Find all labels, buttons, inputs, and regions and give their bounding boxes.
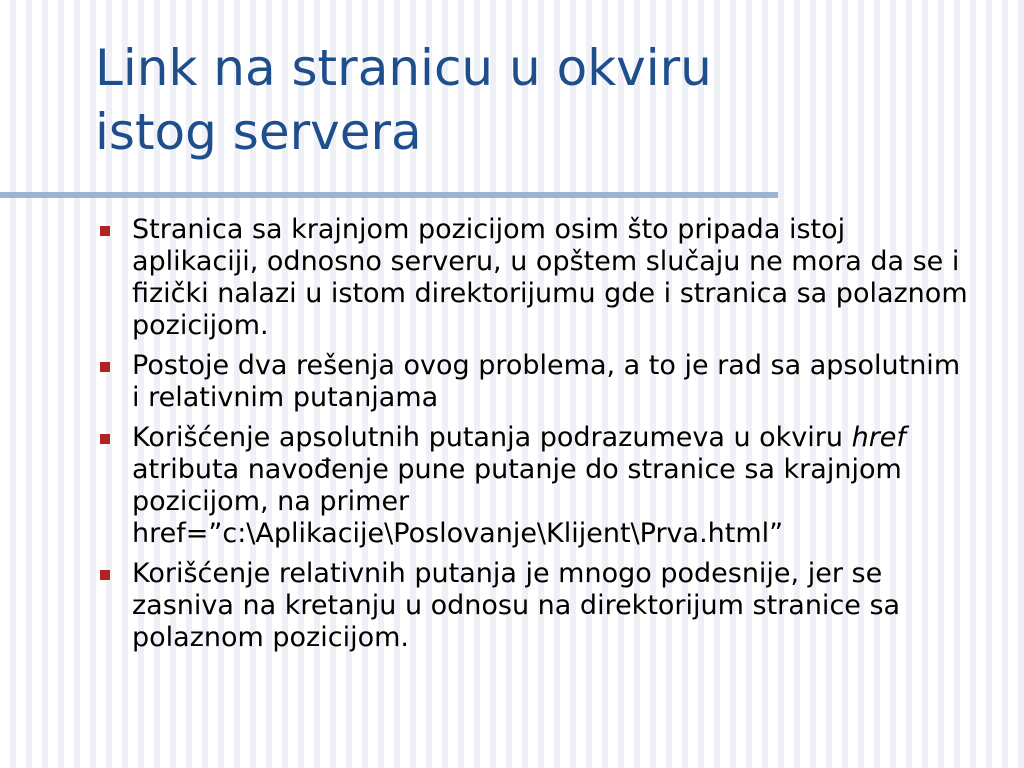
slide-title-line-1: Link na stranicu u okviru [95,39,712,97]
bullet-item [96,350,976,414]
bullet-text: Korišćenje relativnih putanja je mnogo podesnije, jer se zasniva na kretanju u odnosu na direktorijum stranice sa polaznom pozicijom. [132,558,901,653]
square-bullet-icon [100,570,110,580]
square-bullet-icon [100,226,110,236]
square-bullet-icon [100,434,110,444]
bullet-item [96,558,976,654]
title-divider [0,192,778,198]
bullet-text-part: Korišćenje apsolutnih putanja podrazumeva u okviru [132,422,852,453]
bullet-item [96,422,976,550]
bullet-text [132,422,906,549]
bullet-text: Postoje dva rešenja ovog problema, a to je rad sa apsolutnim i relativnim putanjama [132,350,961,413]
bullet-text: Stranica sa krajnjom pozicijom osim što pripada istoj aplikaciji, odnosno serveru, u opštem slučaju ne mora da se i fizički nalazi u istom direktorijumu gde i stranica sa polaznom pozicijom. [132,214,968,341]
bullet-item [96,214,976,342]
square-bullet-icon [100,362,110,372]
slide-title-line-2: istog servera [95,103,422,161]
bullet-list [96,214,976,662]
bullet-text-part: atributa navođenje pune putanje do stranice sa krajnjom pozicijom, na primer href=”c:\Aplikacije\Poslovanje\Klijent\Prva.html” [132,454,902,549]
bullet-text-italic-term: href [851,422,906,453]
slide-title [95,36,975,164]
